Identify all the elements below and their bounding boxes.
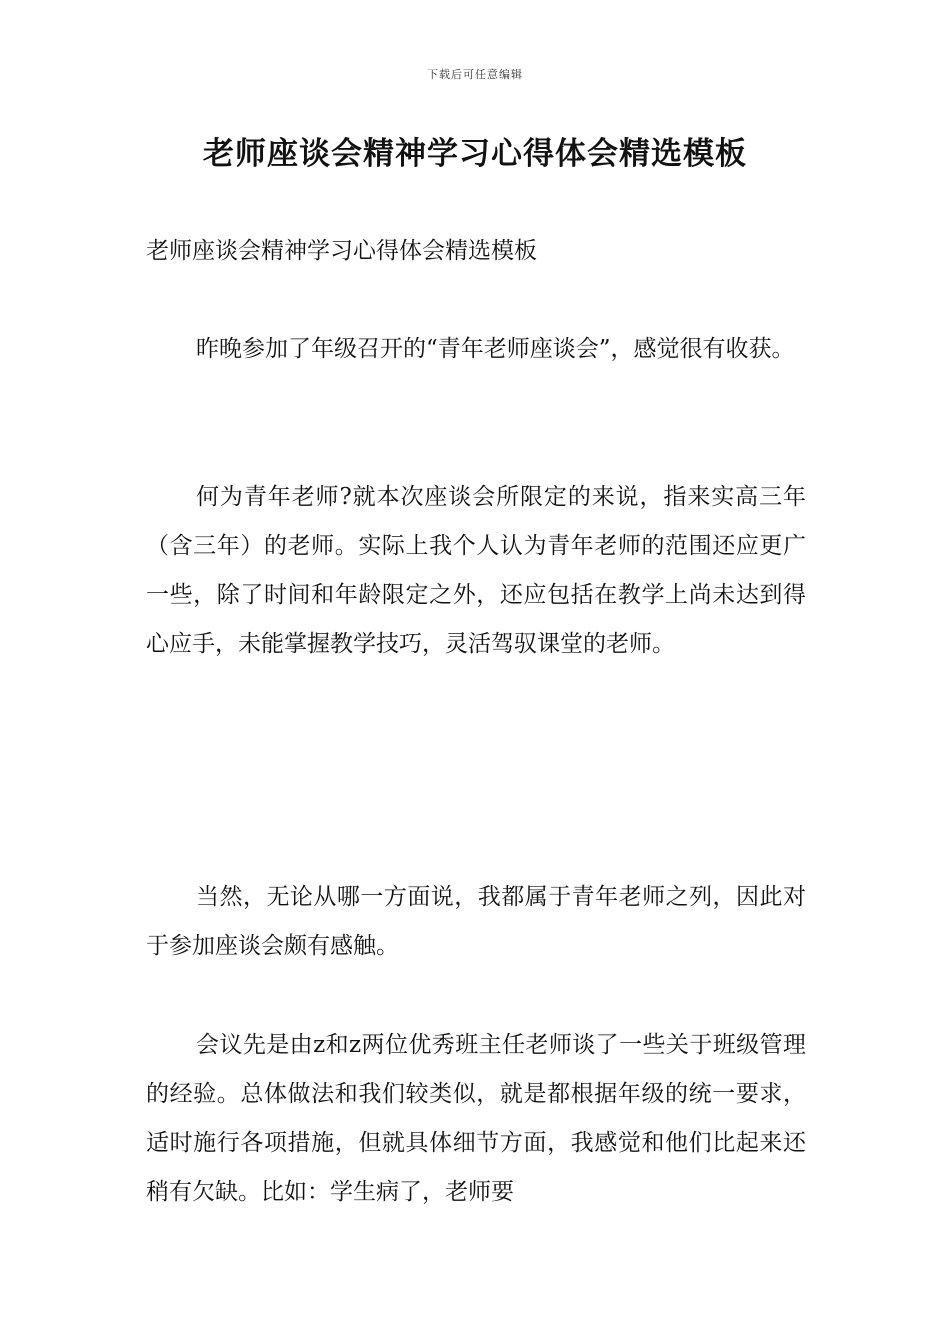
header-note: 下载后可任意编辑 — [427, 68, 523, 81]
paragraph-2: 何为青年老师?就本次座谈会所限定的来说，指来实高三年（含三年）的老师。实际上我个人认为青年老师的范围还应更广一些，除了时间和年龄限定之外，还应包括在教学上尚未达到得心应手，未能掌握教学技巧，灵活驾驭课堂的老师。 — [146, 484, 806, 657]
document-title: 老师座谈会精神学习心得体会精选模板 — [203, 136, 747, 172]
paragraph-1: 昨晚参加了年级召开的“青年老师座谈会”，感觉很有收获。 — [196, 336, 795, 362]
paragraph-4: 会议先是由z和z两位优秀班主任老师谈了一些关于班级管理的经验。总体做法和我们较类似，就是都根据年级的统一要求，适时施行各项措施，但就具体细节方面，我感觉和他们比起来还稍有欠缺。比如：学生病了，老师要 — [146, 1032, 806, 1205]
document-subtitle: 老师座谈会精神学习心得体会精选模板 — [146, 238, 537, 264]
paragraph-3: 当然，无论从哪一方面说，我都属于青年老师之列，因此对于参加座谈会颇有感触。 — [146, 884, 806, 959]
